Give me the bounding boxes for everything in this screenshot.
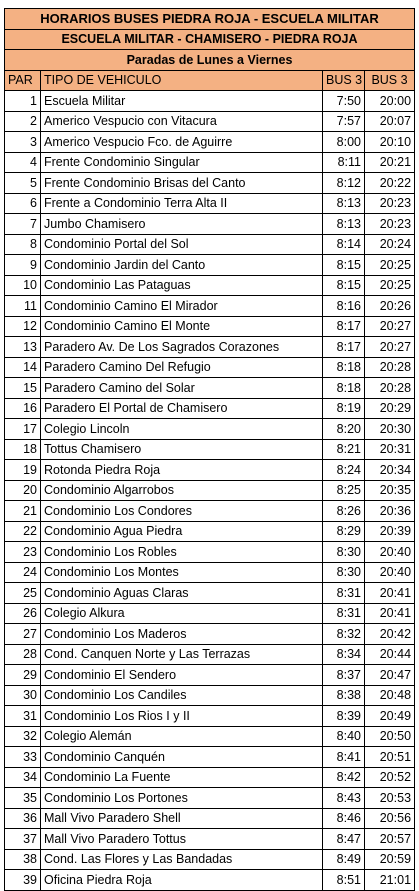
table-row: [5, 460, 415, 481]
bus-time-evening: 20:41: [365, 603, 415, 624]
bus-time-evening: 20:52: [365, 767, 415, 788]
bus-time-morning: 8:32: [323, 624, 365, 645]
table-row: [5, 214, 415, 235]
stop-number: 19: [5, 460, 41, 481]
stop-name: Colegio Alkura: [41, 603, 323, 624]
stop-name: Rotonda Piedra Roja: [41, 460, 323, 481]
stop-name: Condominio Los Portones: [41, 788, 323, 809]
bus-time-morning: 8:16: [323, 296, 365, 317]
stop-name: Colegio Alemán: [41, 726, 323, 747]
table-row: [5, 542, 415, 563]
stop-number: 31: [5, 706, 41, 727]
schedule-body: [5, 9, 415, 891]
bus-time-morning: 8:00: [323, 132, 365, 153]
stop-number: 23: [5, 542, 41, 563]
stop-name: Condominio Camino El Monte: [41, 316, 323, 337]
stop-name: Americo Vespucio Fco. de Aguirre: [41, 132, 323, 153]
table-row: [5, 152, 415, 173]
bus-time-morning: 8:13: [323, 193, 365, 214]
bus-time-morning: 8:18: [323, 378, 365, 399]
bus-time-evening: 20:31: [365, 439, 415, 460]
table-row: [5, 111, 415, 132]
bus-time-morning: 8:24: [323, 460, 365, 481]
bus-time-evening: 20:28: [365, 357, 415, 378]
table-row: [5, 419, 415, 440]
table-row: [5, 296, 415, 317]
stop-name: Condominio Canquén: [41, 747, 323, 768]
stop-name: Condominio Los Condores: [41, 501, 323, 522]
stop-number: 38: [5, 849, 41, 870]
stop-name: Cond. Las Flores y Las Bandadas: [41, 849, 323, 870]
bus-time-morning: 8:13: [323, 214, 365, 235]
table-row: [5, 255, 415, 276]
bus-time-evening: 20:25: [365, 255, 415, 276]
table-row: [5, 788, 415, 809]
table-row: [5, 173, 415, 194]
bus-time-morning: 8:11: [323, 152, 365, 173]
bus-time-evening: 21:01: [365, 870, 415, 891]
stop-name: Condominio Los Robles: [41, 542, 323, 563]
stop-name: Condominio Las Pataguas: [41, 275, 323, 296]
bus-time-morning: 8:12: [323, 173, 365, 194]
table-row: [5, 849, 415, 870]
stop-name: Condominio Los Montes: [41, 562, 323, 583]
bus-time-evening: 20:41: [365, 583, 415, 604]
stop-name: Frente a Condominio Terra Alta II: [41, 193, 323, 214]
bus-time-evening: 20:27: [365, 337, 415, 358]
bus-time-evening: 20:53: [365, 788, 415, 809]
bus-time-morning: 8:25: [323, 480, 365, 501]
bus-time-evening: 20:24: [365, 234, 415, 255]
table-row: [5, 870, 415, 891]
stop-number: 37: [5, 829, 41, 850]
stop-number: 27: [5, 624, 41, 645]
bus-time-evening: 20:29: [365, 398, 415, 419]
bus-time-evening: 20:30: [365, 419, 415, 440]
table-row: [5, 234, 415, 255]
bus-time-morning: 8:47: [323, 829, 365, 850]
bus-time-evening: 20:10: [365, 132, 415, 153]
table-row: [5, 275, 415, 296]
bus-time-morning: 8:38: [323, 685, 365, 706]
bus-time-evening: 20:28: [365, 378, 415, 399]
bus-time-morning: 8:30: [323, 542, 365, 563]
bus-time-evening: 20:23: [365, 193, 415, 214]
table-row: [5, 521, 415, 542]
bus-time-evening: 20:25: [365, 275, 415, 296]
bus-time-evening: 20:50: [365, 726, 415, 747]
stop-number: 28: [5, 644, 41, 665]
stop-number: 1: [5, 91, 41, 112]
table-row: [5, 644, 415, 665]
table-row: [5, 480, 415, 501]
stop-number: 2: [5, 111, 41, 132]
bus-time-morning: 8:15: [323, 275, 365, 296]
stop-name: Paradero Camino Del Refugio: [41, 357, 323, 378]
bus-time-evening: 20:59: [365, 849, 415, 870]
bus-time-evening: 20:36: [365, 501, 415, 522]
schedule-title: HORARIOS BUSES PIEDRA ROJA - ESCUELA MILITAR: [5, 9, 415, 30]
stop-name: Escuela Militar: [41, 91, 323, 112]
bus-time-morning: 8:20: [323, 419, 365, 440]
stop-number: 8: [5, 234, 41, 255]
bus-time-morning: 8:29: [323, 521, 365, 542]
header-tipo: TIPO DE VEHICULO: [41, 70, 323, 91]
bus-time-morning: 8:21: [323, 439, 365, 460]
stop-name: Paradero El Portal de Chamisero: [41, 398, 323, 419]
stop-name: Jumbo Chamisero: [41, 214, 323, 235]
table-row: [5, 316, 415, 337]
stop-number: 33: [5, 747, 41, 768]
bus-time-evening: 20:23: [365, 214, 415, 235]
table-row: [5, 378, 415, 399]
table-row: [5, 726, 415, 747]
table-row: [5, 439, 415, 460]
bus-time-evening: 20:47: [365, 665, 415, 686]
stop-number: 39: [5, 870, 41, 891]
bus-time-morning: 8:26: [323, 501, 365, 522]
table-row: [5, 767, 415, 788]
bus-time-morning: 8:31: [323, 583, 365, 604]
stop-number: 15: [5, 378, 41, 399]
stop-name: Colegio Lincoln: [41, 419, 323, 440]
bus-time-morning: 8:40: [323, 726, 365, 747]
stop-name: Tottus Chamisero: [41, 439, 323, 460]
stop-number: 10: [5, 275, 41, 296]
stop-number: 26: [5, 603, 41, 624]
stop-number: 3: [5, 132, 41, 153]
stop-name: Condominio Agua Piedra: [41, 521, 323, 542]
bus-time-evening: 20:07: [365, 111, 415, 132]
bus-time-morning: 8:19: [323, 398, 365, 419]
schedule-table: [4, 8, 415, 891]
stop-name: Condominio Aguas Claras: [41, 583, 323, 604]
stop-name: Frente Condominio Brisas del Canto: [41, 173, 323, 194]
bus-time-evening: 20:26: [365, 296, 415, 317]
stop-number: 14: [5, 357, 41, 378]
bus-time-evening: 20:49: [365, 706, 415, 727]
bus-time-evening: 20:39: [365, 521, 415, 542]
stop-name: Condominio Los Rios I y II: [41, 706, 323, 727]
stop-name: Paradero Camino del Solar: [41, 378, 323, 399]
stop-number: 18: [5, 439, 41, 460]
stop-name: Condominio Camino El Mirador: [41, 296, 323, 317]
stop-number: 4: [5, 152, 41, 173]
bus-time-morning: 8:34: [323, 644, 365, 665]
table-row: [5, 685, 415, 706]
stop-number: 12: [5, 316, 41, 337]
stop-number: 5: [5, 173, 41, 194]
bus-time-evening: 20:21: [365, 152, 415, 173]
stop-name: Oficina Piedra Roja: [41, 870, 323, 891]
stop-number: 35: [5, 788, 41, 809]
stop-name: Condominio La Fuente: [41, 767, 323, 788]
bus-time-morning: 8:49: [323, 849, 365, 870]
stop-name: Condominio Algarrobos: [41, 480, 323, 501]
stop-number: 36: [5, 808, 41, 829]
route-row: [5, 29, 415, 50]
column-header-row: [5, 70, 415, 91]
stop-number: 20: [5, 480, 41, 501]
bus-time-evening: 20:35: [365, 480, 415, 501]
bus-time-evening: 20:34: [365, 460, 415, 481]
table-row: [5, 132, 415, 153]
stop-number: 16: [5, 398, 41, 419]
bus-time-evening: 20:22: [365, 173, 415, 194]
bus-time-evening: 20:56: [365, 808, 415, 829]
table-row: [5, 665, 415, 686]
stop-number: 21: [5, 501, 41, 522]
bus-time-morning: 7:50: [323, 91, 365, 112]
bus-time-morning: 8:46: [323, 808, 365, 829]
table-row: [5, 357, 415, 378]
table-row: [5, 747, 415, 768]
bus-time-morning: 7:57: [323, 111, 365, 132]
bus-time-morning: 8:41: [323, 747, 365, 768]
bus-time-morning: 8:51: [323, 870, 365, 891]
bus-time-evening: 20:42: [365, 624, 415, 645]
route-title: ESCUELA MILITAR - CHAMISERO - PIEDRA ROJA: [5, 29, 415, 50]
bus-time-morning: 8:43: [323, 788, 365, 809]
bus-time-evening: 20:44: [365, 644, 415, 665]
bus-time-evening: 20:48: [365, 685, 415, 706]
days-subtitle: Paradas de Lunes a Viernes: [5, 50, 415, 71]
bus-time-morning: 8:30: [323, 562, 365, 583]
bus-time-morning: 8:37: [323, 665, 365, 686]
table-row: [5, 193, 415, 214]
stop-number: 7: [5, 214, 41, 235]
stop-number: 29: [5, 665, 41, 686]
bus-time-morning: 8:17: [323, 337, 365, 358]
stop-name: Americo Vespucio con Vitacura: [41, 111, 323, 132]
bus-time-evening: 20:40: [365, 542, 415, 563]
header-par: PAR: [5, 70, 41, 91]
stop-number: 22: [5, 521, 41, 542]
stop-number: 32: [5, 726, 41, 747]
stop-number: 11: [5, 296, 41, 317]
stop-number: 34: [5, 767, 41, 788]
bus-time-evening: 20:57: [365, 829, 415, 850]
bus-time-morning: 8:17: [323, 316, 365, 337]
table-row: [5, 808, 415, 829]
table-row: [5, 583, 415, 604]
stop-name: Condominio Los Candiles: [41, 685, 323, 706]
table-row: [5, 603, 415, 624]
table-row: [5, 501, 415, 522]
table-row: [5, 337, 415, 358]
title-row: [5, 9, 415, 30]
stop-number: 6: [5, 193, 41, 214]
bus-time-evening: 20:51: [365, 747, 415, 768]
stop-number: 9: [5, 255, 41, 276]
stop-number: 25: [5, 583, 41, 604]
stop-name: Condominio Portal del Sol: [41, 234, 323, 255]
stop-name: Paradero Av. De Los Sagrados Corazones: [41, 337, 323, 358]
bus-time-evening: 20:27: [365, 316, 415, 337]
stop-name: Condominio Los Maderos: [41, 624, 323, 645]
stop-name: Condominio El Sendero: [41, 665, 323, 686]
bus-time-morning: 8:39: [323, 706, 365, 727]
table-row: [5, 829, 415, 850]
days-row: [5, 50, 415, 71]
bus-time-morning: 8:15: [323, 255, 365, 276]
stop-name: Frente Condominio Singular: [41, 152, 323, 173]
header-bus-morning: BUS 3: [323, 70, 365, 91]
stop-name: Cond. Canquen Norte y Las Terrazas: [41, 644, 323, 665]
stop-name: Condominio Jardin del Canto: [41, 255, 323, 276]
stop-number: 17: [5, 419, 41, 440]
stop-name: Mall Vivo Paradero Shell: [41, 808, 323, 829]
table-row: [5, 91, 415, 112]
bus-time-morning: 8:42: [323, 767, 365, 788]
header-bus-evening: BUS 3: [365, 70, 415, 91]
bus-time-morning: 8:18: [323, 357, 365, 378]
stop-name: Mall Vivo Paradero Tottus: [41, 829, 323, 850]
bus-time-evening: 20:00: [365, 91, 415, 112]
table-row: [5, 706, 415, 727]
table-row: [5, 562, 415, 583]
table-row: [5, 624, 415, 645]
stop-number: 13: [5, 337, 41, 358]
bus-time-morning: 8:31: [323, 603, 365, 624]
stop-number: 30: [5, 685, 41, 706]
bus-time-evening: 20:40: [365, 562, 415, 583]
table-row: [5, 398, 415, 419]
stop-number: 24: [5, 562, 41, 583]
bus-time-morning: 8:14: [323, 234, 365, 255]
